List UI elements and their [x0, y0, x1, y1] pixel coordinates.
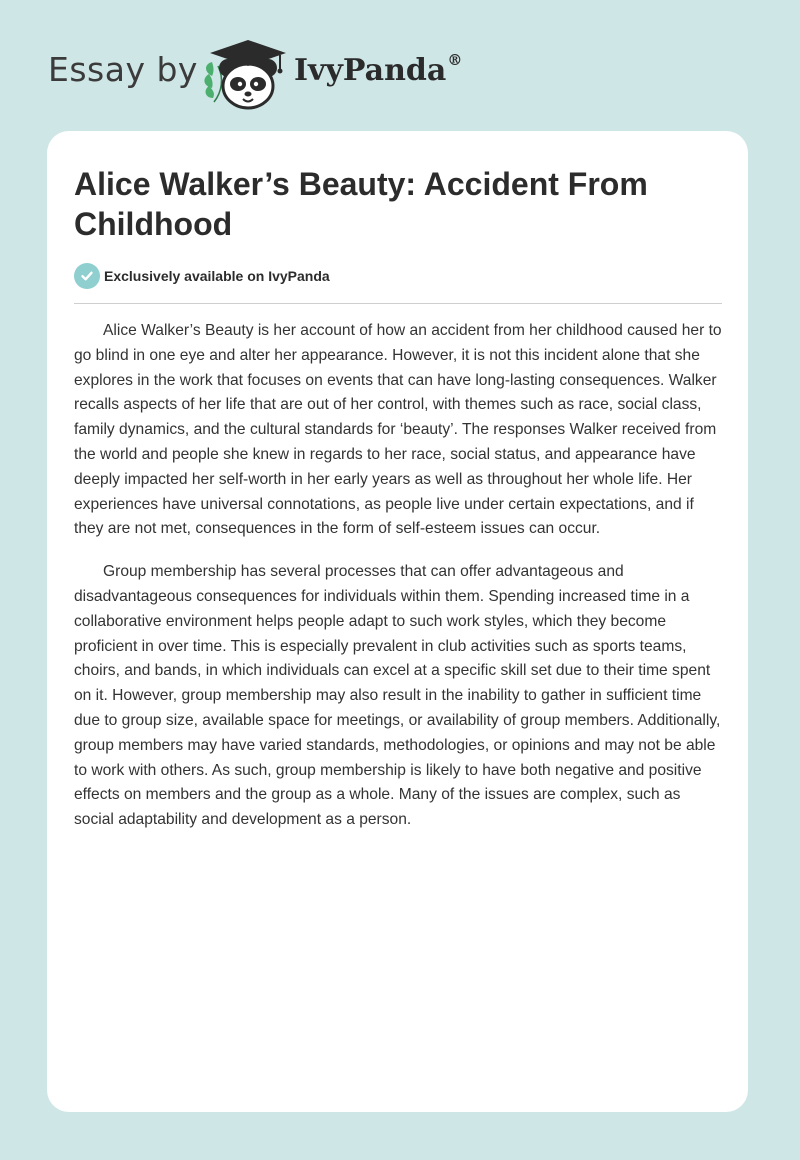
checkmark-circle-icon: [74, 263, 100, 289]
page-title: Alice Walker’s Beauty: Accident From Childhood: [74, 166, 648, 242]
brand-name[interactable]: [294, 53, 462, 88]
essay-by-label: Essay by: [48, 50, 198, 89]
registered-mark: ®: [447, 51, 463, 69]
essay-card: [47, 131, 748, 1112]
site-header: [0, 0, 800, 130]
divider: [74, 303, 722, 304]
exclusive-badge: [74, 263, 330, 289]
badge-label: Exclusively available on IvyPanda: [104, 268, 330, 284]
essay-body: [74, 319, 724, 851]
brand-text: IvyPanda: [294, 53, 447, 88]
paragraph: Alice Walker’s Beauty is her account of how an accident from her childhood caused her to go blind in one eye and alter her appearance. However, it is not this incident alone that she explores in the work that focuses on events that can have long-lasting consequences. Walker recalls aspects of her life that are out of her control, with themes such as race, social class, family dynamics, and the cultural standards for ‘beauty’. The responses Walker received from the world and people she knew in regards to her race, social status, and appearance have deeply impacted her self-worth in her early years as well as throughout her whole life. Her experiences have universal connotations, as people live under certain expectations, and if they are not met, consequences in the form of self-esteem issues can occur.: [74, 322, 722, 538]
paragraph: Group membership has several processes that can offer advantageous and disadvantageous consequences for individuals within them. Spending increased time in a collaborative environment helps people adapt to such work styles, which they become proficient in over time. This is especially prevalent in club activities such as sports teams, choirs, and bands, in which individuals can excel at a specific skill set due to their time spent on it. However, group membership may also result in the inability to gather in sufficient time due to group size, available space for meetings, or availability of group members. Additionally, group members may have varied standards, methodologies, or opinions and may not be able to work with others. As such, group membership is likely to have both negative and positive effects on members and the group as a whole. Many of the issues are complex, such as social adaptability and development as a person.: [74, 563, 721, 829]
panda-graduate-logo-icon[interactable]: [200, 36, 290, 112]
